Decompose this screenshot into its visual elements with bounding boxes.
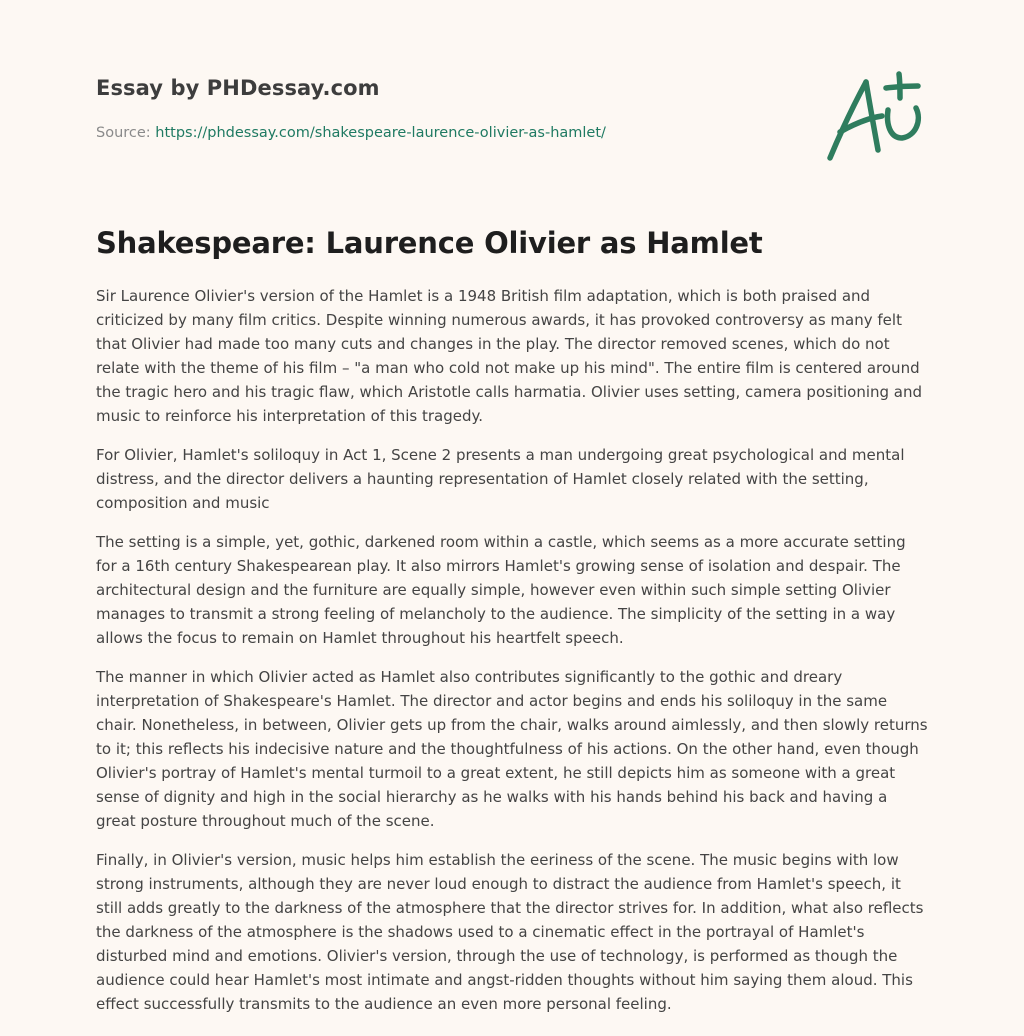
source-line — [96, 125, 606, 141]
plus-hook — [888, 108, 919, 138]
source-label: Source: — [96, 125, 151, 141]
site-brand: Essay by PHDessay.com — [96, 76, 380, 100]
essay-body — [96, 284, 930, 1031]
essay-paragraph: Finally, in Olivier's version, music helps him establish the eeriness of the scene. The music begins with low strong instruments, although they are never loud enough to distract the audience from Hamlet's speech, it still adds greatly to the darkness of the atmosphere that the director strives for. In addition, what also reflects the darkness of the atmosphere is the shadows used to a cinematic effect in the portrayal of Hamlet's disturbed mind and emotions. Olivier's version, through the use of technology, is performed as though the audience could hear Hamlet's most intimate and angst-ridden thoughts without him saying them aloud. This effect successfully transmits to the audience an even more personal feeling. — [96, 851, 924, 1013]
plus-horizontal — [886, 86, 918, 88]
source-link[interactable]: https://phdessay.com/shakespeare-laurence-olivier-as-hamlet/ — [155, 125, 606, 141]
essay-paragraph: The manner in which Olivier acted as Hamlet also contributes significantly to the gothic and dreary interpretation of Shakespeare's Hamlet. The director and actor begins and ends his soliloquy in the same chair. Nonetheless, in between, Olivier gets up from the chair, walks around aimlessly, and then slowly returns to it; this reflects his indecisive nature and the thoughtfulness of his actions. On the other hand, even though Olivier's portray of Hamlet's mental turmoil to a great extent, he still depicts him as someone with a great sense of dignity and high in the social hierarchy as he walks with his hands behind his back and having a great posture throughout much of the scene. — [96, 668, 928, 830]
essay-paragraph: Sir Laurence Olivier's version of the Hamlet is a 1948 British film adaptation, which is both praised and criticized by many film critics. Despite winning numerous awards, it has provoked controversy as many felt that Olivier had made too many cuts and changes in the play. The director removed scenes, which do not relate with the theme of his film – "a man who cold not make up his mind". The entire film is centered around the tragic hero and his tragic flaw, which Aristotle calls harmatia. Olivier uses setting, camera positioning and music to reinforce his interpretation of this tragedy. — [96, 287, 923, 425]
essay-paragraph: The setting is a simple, yet, gothic, darkened room within a castle, which seems as a more accurate setting for a 16th century Shakespearean play. It also mirrors Hamlet's growing sense of isolation and despair. The architectural design and the furniture are equally simple, however even within such simple setting Olivier manages to transmit a strong feeling of melancholy to the audience. The simplicity of the setting in a way allows the focus to remain on Hamlet throughout his heartfelt speech. — [96, 533, 906, 647]
essay-paragraph: For Olivier, Hamlet's soliloquy in Act 1, Scene 2 presents a man undergoing great psychological and mental distress, and the director delivers a haunting representation of Hamlet closely related with the setting, composition and music — [96, 446, 905, 512]
a-plus-grade-icon — [820, 66, 932, 166]
essay-title: Shakespeare: Laurence Olivier as Hamlet — [96, 226, 763, 260]
